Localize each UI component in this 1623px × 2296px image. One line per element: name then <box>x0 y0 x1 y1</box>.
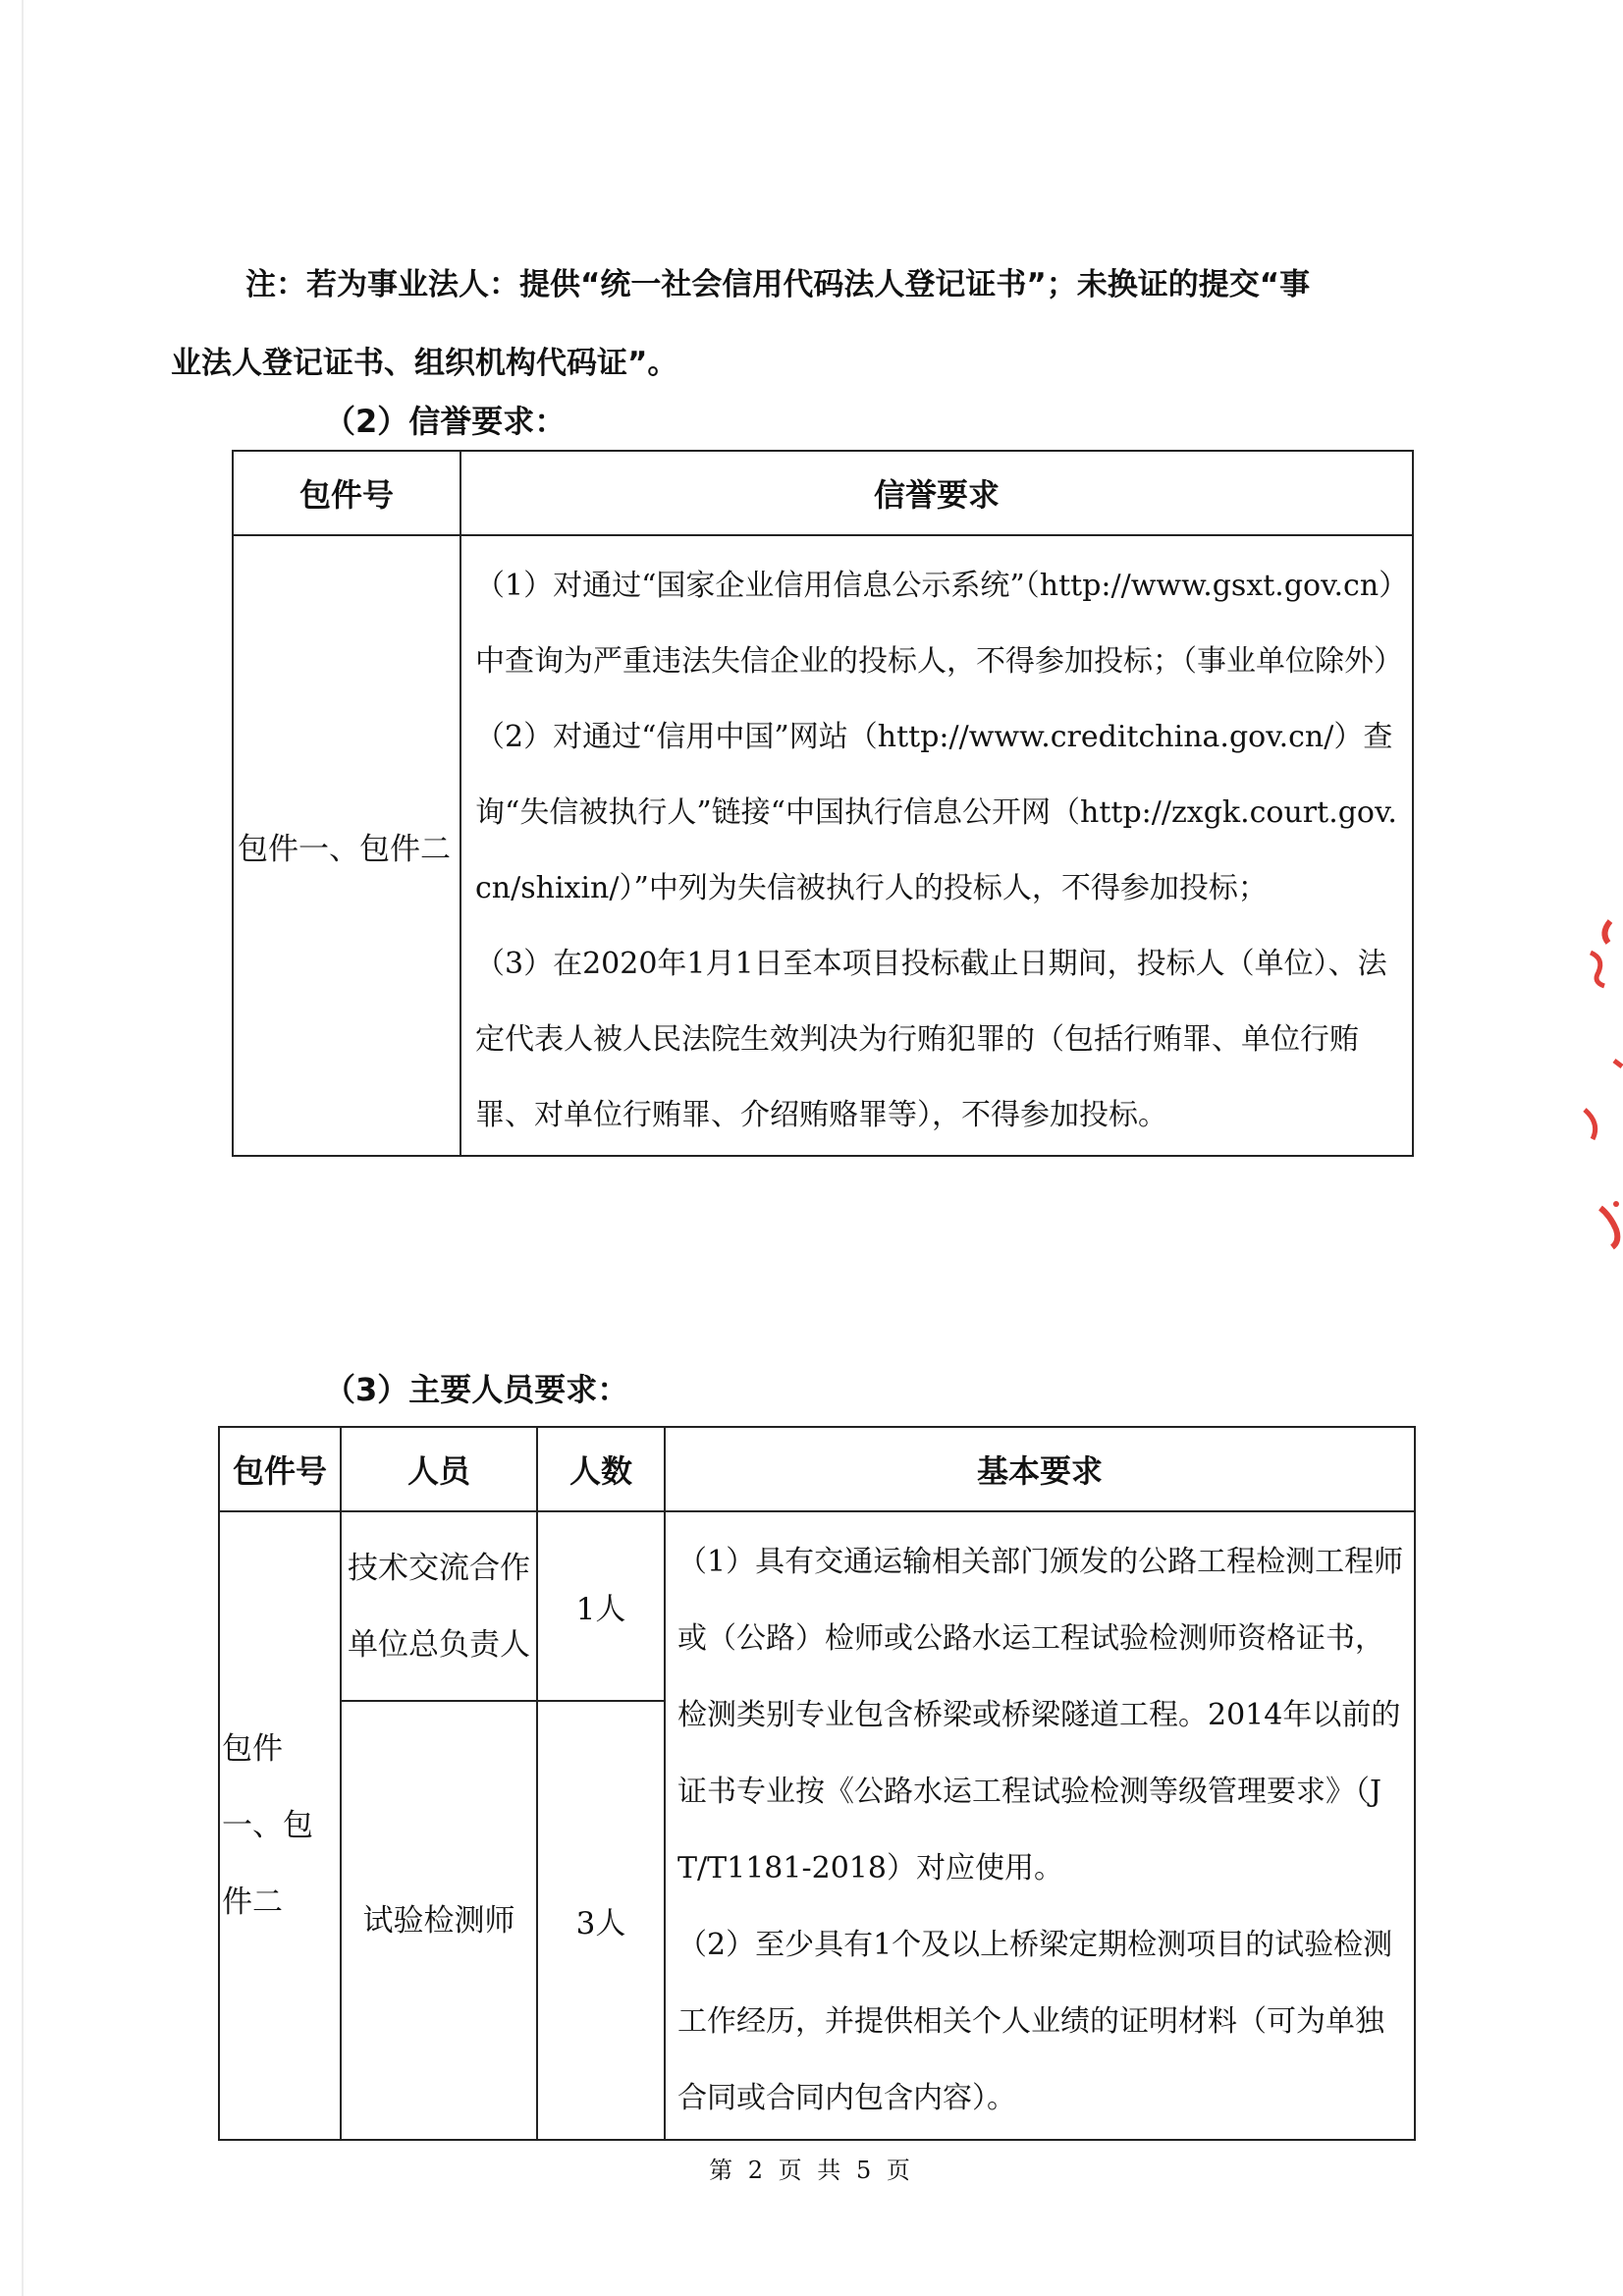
page-number-footer: 第 2 页 共 5 页 <box>709 2157 914 2184</box>
table-row <box>219 1511 1415 1701</box>
table-row <box>233 535 1413 1156</box>
credit-item: （1）对通过“国家企业信用信息公示系统”（http://www.gsxt.gov.cn）中查询为严重违法失信企业的投标人，不得参加投标；（事业单位除外） <box>475 569 1403 679</box>
section-title-personnel: （3）主要人员要求： <box>324 1371 629 1408</box>
basic-requirement-cell <box>665 1511 1415 2140</box>
requirement-item: （1）具有交通运输相关部门颁发的公路工程检测工程师或（公路）检师或公路水运工程试验检测师资格证书，检测类别专业包含桥梁或桥梁隧道工程。2014年以前的证书专业按《公路水运工程试验检测等级管理要求》（JT/T1181-2018）对应使用。 <box>677 1545 1404 1886</box>
header-count: 人数 <box>537 1427 665 1511</box>
person-cell: 技术交流合作单位总负责人 <box>341 1511 537 1701</box>
table-header-row <box>219 1427 1415 1511</box>
header-basic-requirement: 基本要求 <box>665 1427 1415 1511</box>
count-cell: 3人 <box>537 1701 665 2140</box>
header-package: 包件号 <box>233 451 460 535</box>
seal-stamp-fragment <box>1571 913 1623 1267</box>
table-header-row <box>233 451 1413 535</box>
header-person: 人员 <box>341 1427 537 1511</box>
credit-item: （3）在2020年1月1日至本项目投标截止日期间，投标人（单位）、法定代表人被人民法院生效判决为行贿犯罪的（包括行贿罪、单位行贿罪、对单位行贿罪、介绍贿赂罪等），不得参加投标。 <box>475 947 1387 1132</box>
person-cell: 试验检测师 <box>341 1701 537 2140</box>
personnel-requirements-table <box>218 1426 1416 2141</box>
scan-edge-line <box>22 0 24 2296</box>
header-package: 包件号 <box>219 1427 341 1511</box>
credit-item: （2）对通过“信用中国”网站（http://www.creditchina.gov.cn/）查询“失信被执行人”链接“中国执行信息公开网（http://zxgk.court.gov.cn/shixin/）”中列为失信被执行人的投标人，不得参加投标； <box>475 720 1397 905</box>
credit-requirement-cell <box>460 535 1413 1156</box>
requirement-item: （2）至少具有1个及以上桥梁定期检测项目的试验检测工作经历，并提供相关个人业绩的证明材料（可为单独合同或合同内包含内容）。 <box>677 1928 1393 2115</box>
note-paragraph: 注：若为事业法人：提供“统一社会信用代码法人登记证书”；未换证的提交“事业法人登记证书、组织机构代码证”。 <box>171 267 1311 381</box>
credit-requirements-table <box>232 450 1414 1157</box>
package-cell: 包件一、包件二 <box>219 1511 341 2140</box>
section-title-credit: （2）信誉要求： <box>324 403 567 440</box>
header-credit-requirement: 信誉要求 <box>460 451 1413 535</box>
package-cell: 包件一、包件二 <box>233 535 460 1156</box>
count-cell: 1人 <box>537 1511 665 1701</box>
